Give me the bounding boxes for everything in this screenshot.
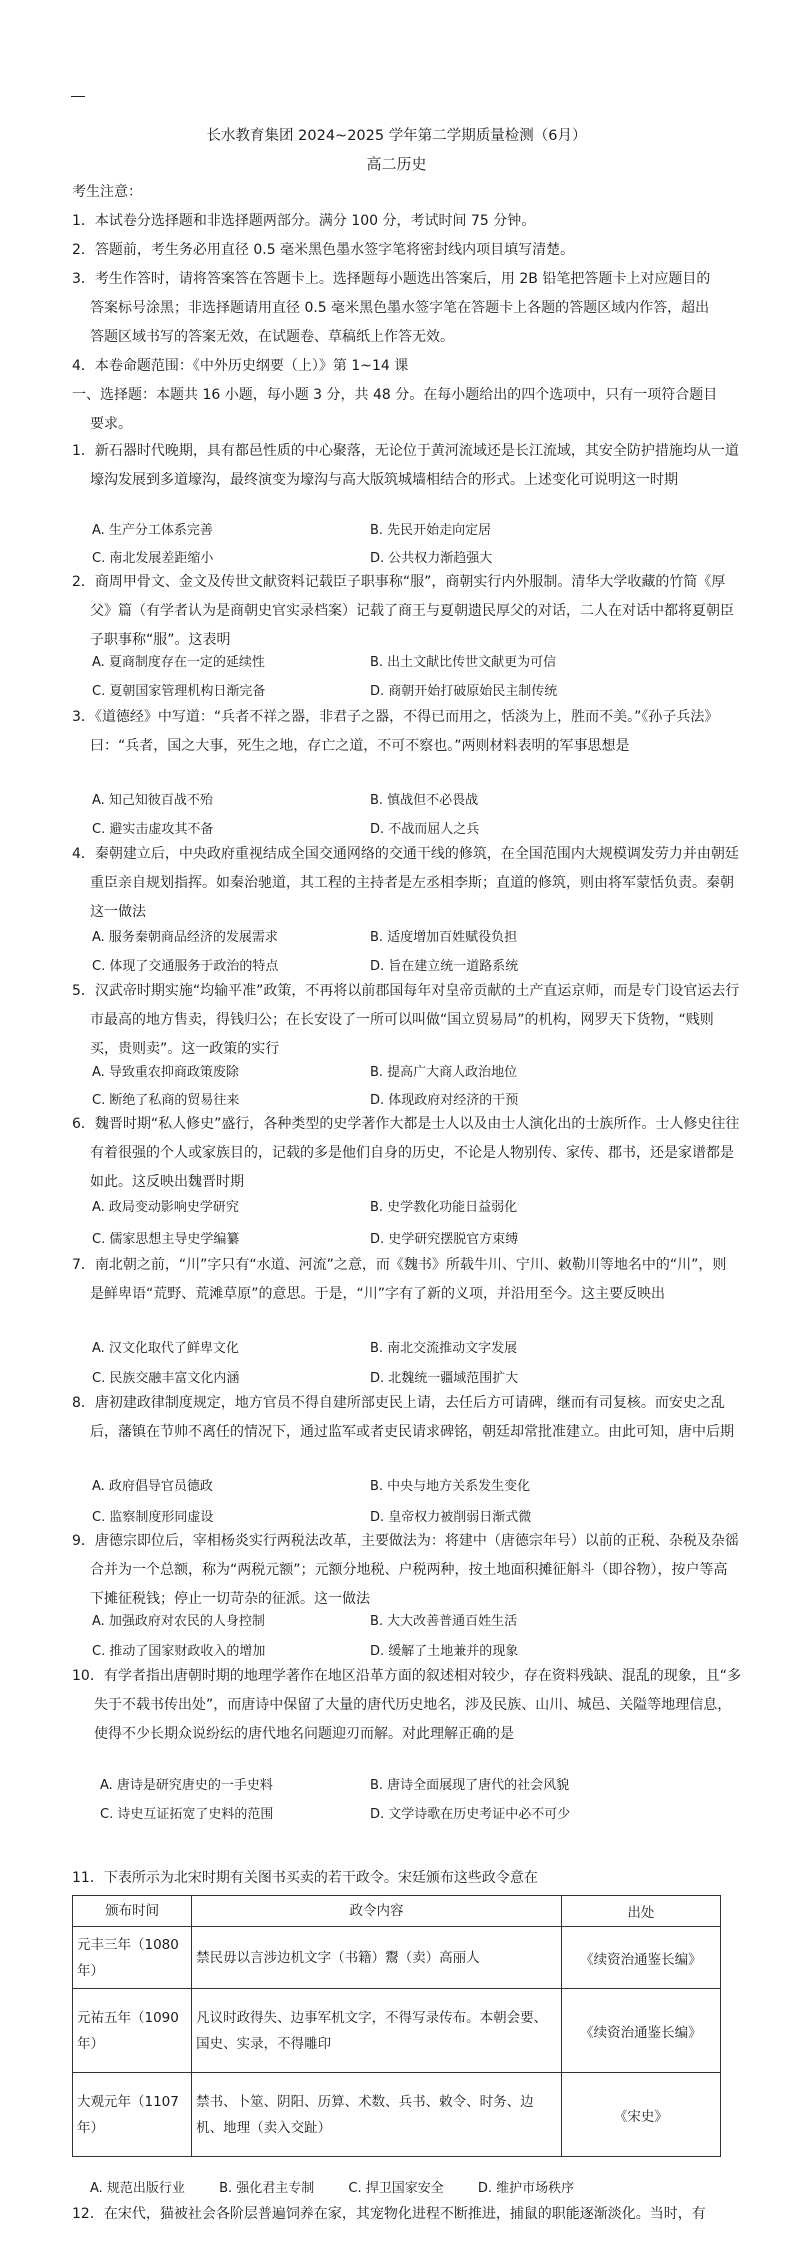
- question-stem: 1．新石器时代晚期，具有都邑性质的中心聚落，无论位于黄河流域还是长江流域，其安全防护措施均从一道壕沟发展到多道壕沟，最终演变为壕沟与高大版筑城墙相结合的形式。上述变化可说明这一时期: [72, 443, 739, 488]
- table-cell: 元祐五年（1090 年）: [73, 1989, 192, 2073]
- option-d[interactable]: D. 文学诗歌在历史考证中必不可少: [370, 1807, 571, 1822]
- table-cell: 《续资治通鉴长编》: [561, 1989, 720, 2073]
- option-c[interactable]: C. 监察制度形同虚设: [92, 1510, 214, 1525]
- option-c[interactable]: C. 夏朝国家管理机构日渐完备: [92, 684, 266, 699]
- option-d[interactable]: D. 不战而屈人之兵: [370, 822, 480, 837]
- table-row: [73, 1927, 721, 1989]
- table-row: [73, 1989, 721, 2073]
- option-b[interactable]: B. 先民开始走向定居: [370, 523, 492, 538]
- option-a[interactable]: A. 知己知彼百战不殆: [92, 793, 213, 808]
- option-c[interactable]: C. 体现了交通服务于政治的特点: [92, 959, 279, 974]
- table-cell: 《续资治通鉴长编》: [561, 1927, 720, 1989]
- q11-options: [90, 2177, 604, 2196]
- option-a[interactable]: A. 服务秦朝商品经济的发展需求: [92, 930, 278, 945]
- question-stem: 7．南北朝之前，“川”字只有“水道、河流”之意，而《魏书》所载牛川、宁川、敕勒川等地名中的“川”，则是鲜卑语“荒野、荒滩草原”的意思。于是，“川”字有了新的义项，并沿用至今。这主要反映出: [72, 1257, 727, 1302]
- option-a[interactable]: A. 导致重农抑商政策废除: [92, 1065, 239, 1080]
- option-a[interactable]: A. 政局变动影响史学研究: [92, 1200, 239, 1215]
- table-header: 出处: [561, 1896, 720, 1927]
- table-header: 政令内容: [192, 1896, 562, 1927]
- option-a[interactable]: A. 汉文化取代了鲜卑文化: [92, 1341, 239, 1356]
- table-cell: 凡议时政得失、边事军机文字，不得写录传布。本朝会要、国史、实录，不得雕印: [192, 1989, 562, 2073]
- table-cell: 《宋史》: [561, 2073, 720, 2157]
- exam-subject: 高二历史: [366, 155, 427, 173]
- question-stem: 11．下表所示为北宋时期有关图书买卖的若干政令。宋廷颁布这些政令意在: [72, 1870, 538, 1886]
- option-b[interactable]: B. 提高广大商人政治地位: [370, 1065, 518, 1080]
- question-stem: 5．汉武帝时期实施“均输平准”政策，不再将以前郡国每年对皇帝贡献的土产直运京师，而是专门设官运去行市最高的地方售卖，得钱归公；在长安设了一所可以叫做“国立贸易局”的机构，网罗天下货物，“贱则买，贵则卖”。这一政策的实行: [72, 983, 740, 1057]
- section-heading: 一、选择题：本题共 16 小题，每小题 3 分，共 48 分。在每小题给出的四个选项中，只有一项符合题目: [72, 387, 718, 403]
- option-b[interactable]: B. 唐诗全面展现了唐代的社会风貌: [370, 1778, 570, 1793]
- table-header-row: [73, 1896, 721, 1927]
- section-heading-cont: 要求。: [90, 416, 132, 432]
- option-c[interactable]: C. 南北发展差距缩小: [92, 551, 214, 566]
- option-d[interactable]: D. 公共权力渐趋强大: [370, 551, 493, 566]
- question-stem: 10．有学者指出唐朝时期的地理学著作在地区沿革方面的叙述相对较少，存在资料残缺、混乱的现象，且“多失于不载书传出处”，而唐诗中保留了大量的唐代历史地名，涉及民族、山川、城邑、关隘等地理信息，使得不少长期众说纷纭的唐代地名问题迎刃而解。对此理解正确的是: [72, 1668, 742, 1742]
- option-d[interactable]: D. 旨在建立统一道路系统: [370, 959, 519, 974]
- option-a[interactable]: A. 规范出版行业: [90, 2181, 185, 2196]
- option-b[interactable]: B. 出土文献比传世文献更为可信: [370, 655, 557, 670]
- table-cell: 禁民毋以言涉边机文字（书籍）鬻（卖）高丽人: [192, 1927, 562, 1989]
- option-a[interactable]: A. 夏商制度存在一定的延续性: [92, 655, 265, 670]
- table-cell: 禁书、卜筮、阴阳、历算、术数、兵书、敕令、时务、边机、地理（卖入交趾）: [192, 2073, 562, 2157]
- notice-item: 2．答题前，考生务必用直径 0.5 毫米黑色墨水签字笔将密封线内项目填写清楚。: [72, 242, 575, 258]
- notice-item: 答题区域书写的答案无效，在试题卷、草稿纸上作答无效。: [90, 329, 454, 345]
- question-stem: 3．《道德经》中写道：“兵者不祥之器，非君子之器，不得已而用之，恬淡为上，胜而不美。”《孙子兵法》曰：“兵者，国之大事，死生之地，存亡之道，不可不察也。”两则材料表明的军事思想是: [72, 709, 719, 754]
- option-a[interactable]: A. 政府倡导官员德政: [92, 1479, 213, 1494]
- corner-mark: [71, 96, 85, 97]
- option-d[interactable]: D. 缓解了土地兼并的现象: [370, 1644, 519, 1659]
- option-b[interactable]: B. 中央与地方关系发生变化: [370, 1479, 531, 1494]
- notice-heading: 考生注意：: [72, 184, 142, 200]
- question-stem: 9．唐德宗即位后，宰相杨炎实行两税法改革，主要做法为：将建中（唐德宗年号）以前的正税、杂税及杂徭合并为一个总额，称为“两税元额”；元额分地税、户税两种，按土地面积摊征斛斗（即谷物），按户等高下摊征税钱；停止一切苛杂的征派。这一做法: [72, 1533, 739, 1607]
- option-c[interactable]: C. 避实击虚攻其不备: [92, 822, 214, 837]
- table-cell: 大观元年（1107 年）: [73, 2073, 192, 2157]
- option-d[interactable]: D. 北魏统一疆域范围扩大: [370, 1371, 519, 1386]
- question-stem: 8．唐初建政律制度规定，地方官员不得自建所部吏民上请，去任后方可请碑，继而有司复核。而安史之乱后，藩镇在节帅不离任的情况下，通过监军或者吏民请求碑铭，朝廷却常批准建立。由此可知，唐中后期: [72, 1395, 734, 1440]
- option-c[interactable]: C. 儒家思想主导史学编纂: [92, 1232, 240, 1247]
- option-c[interactable]: C. 断绝了私商的贸易往来: [92, 1093, 240, 1108]
- option-c[interactable]: C. 推动了国家财政收入的增加: [92, 1644, 266, 1659]
- table-cell: 元丰三年（1080 年）: [73, 1927, 192, 1989]
- notice-item: 4．本卷命题范围：《中外历史纲要（上）》第 1~14 课: [72, 358, 409, 374]
- table-row: [73, 2073, 721, 2157]
- option-d[interactable]: D. 体现政府对经济的干预: [370, 1093, 519, 1108]
- option-d[interactable]: D. 商朝开始打破原始民主制传统: [370, 684, 558, 699]
- option-c[interactable]: C. 诗史互证拓宽了史料的范围: [100, 1807, 274, 1822]
- notice-item: 1．本试卷分选择题和非选择题两部分。满分 100 分，考试时间 75 分钟。: [72, 213, 536, 229]
- option-a[interactable]: A. 唐诗是研究唐史的一手史料: [100, 1778, 273, 1793]
- option-d[interactable]: D. 史学研究摆脱官方束缚: [370, 1232, 519, 1247]
- option-d[interactable]: D. 维护市场秩序: [477, 2181, 575, 2196]
- question-stem: 2．商周甲骨文、金文及传世文献资料记载臣子职事称“服”，商朝实行内外服制。清华大学收藏的竹简《厚父》篇（有学者认为是商朝史官实录档案）记载了商王与夏朝遗民厚父的对话，二人在对话中都将夏朝臣子职事称“服”。这表明: [72, 574, 734, 648]
- table-header: 颁布时间: [73, 1896, 192, 1927]
- option-b[interactable]: B. 南北交流推动文字发展: [370, 1341, 518, 1356]
- option-b[interactable]: B. 史学教化功能日益弱化: [370, 1200, 518, 1215]
- option-a[interactable]: A. 生产分工体系完善: [92, 523, 213, 538]
- option-a[interactable]: A. 加强政府对农民的人身控制: [92, 1614, 265, 1629]
- question-stem: 6．魏晋时期“私人修史”盛行，各种类型的史学著作大都是士人以及由士人演化出的士族所作。士人修史往往有着很强的个人或家族目的，记载的多是他们自身的历史，不论是人物别传、家传、郡书，还是家谱都是如此。这反映出魏晋时期: [72, 1116, 740, 1190]
- exam-title: 长水教育集团 2024~2025 学年第二学期质量检测（6月）: [206, 128, 587, 144]
- option-c[interactable]: C. 民族交融丰富文化内涵: [92, 1371, 240, 1386]
- question-stem: 4．秦朝建立后，中央政府重视结成全国交通网络的交通干线的修筑，在全国范围内大规模调发劳力并由朝廷重臣亲自规划指挥。如秦治驰道，其工程的主持者是左丞相李斯；直道的修筑，则由将军蒙恬负责。秦朝这一做法: [72, 846, 739, 920]
- option-c[interactable]: C. 捍卫国家安全: [348, 2181, 444, 2196]
- option-b[interactable]: B. 适度增加百姓赋役负担: [370, 930, 518, 945]
- notice-item: 3．考生作答时，请将答案答在答题卡上。选择题每小题选出答案后，用 2B 铅笔把答题卡上对应题目的: [72, 271, 711, 287]
- decree-table: [72, 1895, 721, 2157]
- option-d[interactable]: D. 皇帝权力被削弱日渐式微: [370, 1510, 532, 1525]
- option-b[interactable]: B. 强化君主专制: [219, 2181, 315, 2196]
- notice-item: 答案标号涂黑；非选择题请用直径 0.5 毫米黑色墨水签字笔在答题卡上各题的答题区域内作答，超出: [90, 300, 710, 316]
- option-b[interactable]: B. 慎战但不必畏战: [370, 793, 479, 808]
- question-stem: 12．在宋代，猫被社会各阶层普遍饲养在家，其宠物化进程不断推进，捕鼠的职能逐渐淡化。当时，有: [72, 2206, 706, 2222]
- option-b[interactable]: B. 大大改善普通百姓生活: [370, 1614, 518, 1629]
